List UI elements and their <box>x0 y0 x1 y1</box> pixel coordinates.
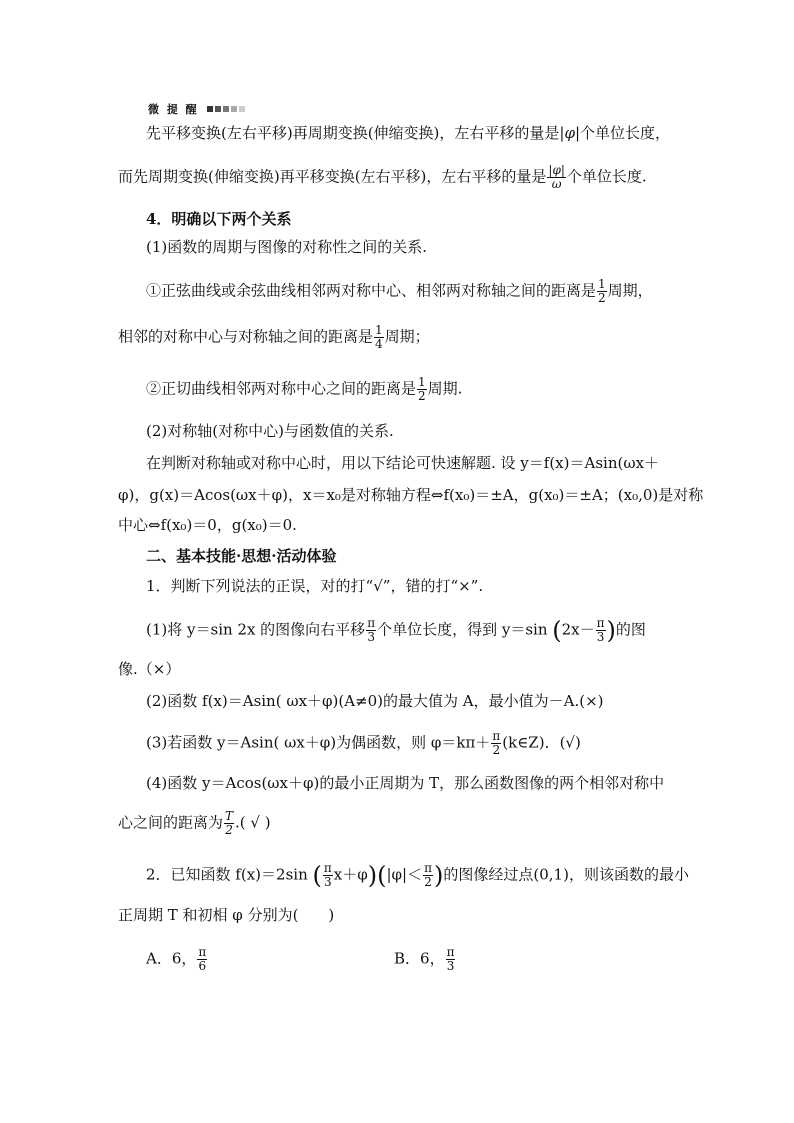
text: x＋φ <box>333 865 368 884</box>
denominator: 4 <box>375 337 383 351</box>
denominator: 3 <box>367 630 375 644</box>
tip-line-2 <box>118 164 647 191</box>
section-4-c2 <box>118 324 430 351</box>
denominator: 6 <box>198 959 207 973</box>
tip-square-5 <box>239 106 245 112</box>
fraction <box>596 617 606 644</box>
fraction <box>374 324 384 351</box>
numerator: π <box>323 861 332 875</box>
option-a <box>146 946 208 973</box>
denominator: 2 <box>225 823 233 837</box>
section-4-c1 <box>146 278 653 305</box>
section-4-p2: (2)对称轴(对称中心)与函数值的关系. <box>146 422 394 440</box>
numerator: π <box>198 945 207 959</box>
denominator: 2 <box>492 743 501 757</box>
tip-square-4 <box>231 106 237 112</box>
text: 先平移变换(左右平移)再周期变换(伸缩变换)，左右平移的量是 <box>146 124 560 142</box>
question-1-3 <box>146 730 581 757</box>
text: 周期， <box>607 281 653 300</box>
text: .( √ ) <box>235 813 271 832</box>
numerator: 1 <box>418 375 426 389</box>
tip-square-2 <box>215 106 221 112</box>
text: A．6， <box>146 949 197 968</box>
section-4-p1: (1)函数的周期与图像的对称性之间的关系. <box>146 238 428 256</box>
text: 2x－ <box>561 620 595 639</box>
denominator: ω <box>551 177 562 191</box>
tip-label-text: 微 提 醒 <box>148 103 199 116</box>
denominator: 2 <box>418 389 426 403</box>
numerator: π <box>596 616 605 630</box>
question-1-4: (4)函数 y＝Acos(ωx＋φ)的最小正周期为 T，那么函数图像的两个相邻对称中 <box>146 774 665 792</box>
fraction <box>597 278 607 305</box>
text: ①正弦曲线或余弦曲线相邻两对称中心、相邻两对称轴之间的距离是 <box>146 281 597 300</box>
section-4-heading: 4．明确以下两个关系 <box>146 210 292 228</box>
text: 个单位长度. <box>566 167 647 186</box>
numerator: π <box>424 861 433 875</box>
text: 而先周期变换(伸缩变换)再平移变换(左右平移)，左右平移的量是 <box>118 167 547 186</box>
numerator: π <box>446 945 455 959</box>
tip-square-3 <box>223 106 229 112</box>
fraction <box>423 862 433 889</box>
denominator: 2 <box>598 291 606 305</box>
text: 周期. <box>427 379 463 398</box>
numerator: T <box>225 809 234 823</box>
question-1: 1．判断下列说法的正误，对的打“√”，错的打“×”. <box>146 577 484 595</box>
denominator: 3 <box>446 959 455 973</box>
numerator: 1 <box>598 277 606 291</box>
text: (k∈Z)．(√) <box>502 733 581 752</box>
fraction <box>224 810 234 837</box>
text: 的图 <box>615 620 646 639</box>
paren: ( <box>377 861 387 890</box>
numerator: |φ| <box>548 163 565 177</box>
tip-label <box>148 101 245 117</box>
text: 个单位长度，得到 y＝sin <box>377 620 548 639</box>
fraction <box>366 617 376 644</box>
denominator: 2 <box>424 875 432 889</box>
tip-line-1 <box>146 122 670 144</box>
paren: ) <box>606 616 616 645</box>
paren: ( <box>312 861 322 890</box>
text: 相邻的对称中心与对称轴之间的距离是 <box>118 327 374 346</box>
numerator: π <box>492 729 501 743</box>
question-1-1 <box>146 617 646 644</box>
text: 周期； <box>384 327 430 346</box>
text: B．6， <box>394 949 445 968</box>
paren: ( <box>552 616 562 645</box>
section-4-p5: 中心⇔f(x₀)＝0，g(x₀)＝0. <box>118 516 297 534</box>
text: 个单位长度， <box>580 124 671 142</box>
section-basic-heading: 二、基本技能·思想·活动体验 <box>146 547 337 565</box>
question-1-4-cont <box>118 810 271 837</box>
denominator: 3 <box>596 630 605 644</box>
text: 2．已知函数 f(x)＝2sin <box>146 865 308 884</box>
text: |φ|＜ <box>386 865 423 884</box>
question-1-1-cont: 像.（×） <box>118 660 181 678</box>
paren: ) <box>434 861 444 890</box>
text: 心之间的距离为 <box>118 813 224 832</box>
fraction <box>547 164 566 191</box>
fraction <box>197 946 207 973</box>
section-4-p3: 在判断对称轴或对称中心时，用以下结论可快速解题. 设 y＝f(x)＝Asin(ωx＋ <box>146 454 660 472</box>
text: 的图像经过点(0,1)，则该函数的最小 <box>443 865 689 884</box>
fraction <box>323 862 333 889</box>
text: (1)将 y＝sin 2x 的图像向右平移 <box>146 620 366 639</box>
question-1-2: (2)函数 f(x)＝Asin( ωx＋φ)(A≠0)的最大值为 A，最小值为－A.(×) <box>146 692 604 710</box>
paren: ) <box>367 861 378 890</box>
fraction <box>491 730 501 757</box>
question-2 <box>146 862 689 889</box>
question-2-cont: 正周期 T 和初相 φ 分别为( ) <box>118 906 335 924</box>
text: ②正切曲线相邻两对称中心之间的距离是 <box>146 379 417 398</box>
section-4-p4: φ)，g(x)＝Acos(ωx＋φ)，x＝x₀是对称轴方程⇔f(x₀)＝±A，g(x₀)＝±A；(x₀,0)是对称 <box>118 486 704 504</box>
fraction <box>446 946 456 973</box>
numerator: 1 <box>375 323 383 337</box>
tip-square-1 <box>207 106 213 112</box>
numerator: π <box>367 616 376 630</box>
text: (3)若函数 y＝Asin( ωx＋φ)为偶函数，则 φ＝kπ＋ <box>146 733 491 752</box>
text: |φ| <box>559 124 581 142</box>
section-4-c3 <box>146 376 462 403</box>
denominator: 3 <box>324 875 332 889</box>
option-b <box>394 946 456 973</box>
fraction <box>417 376 427 403</box>
